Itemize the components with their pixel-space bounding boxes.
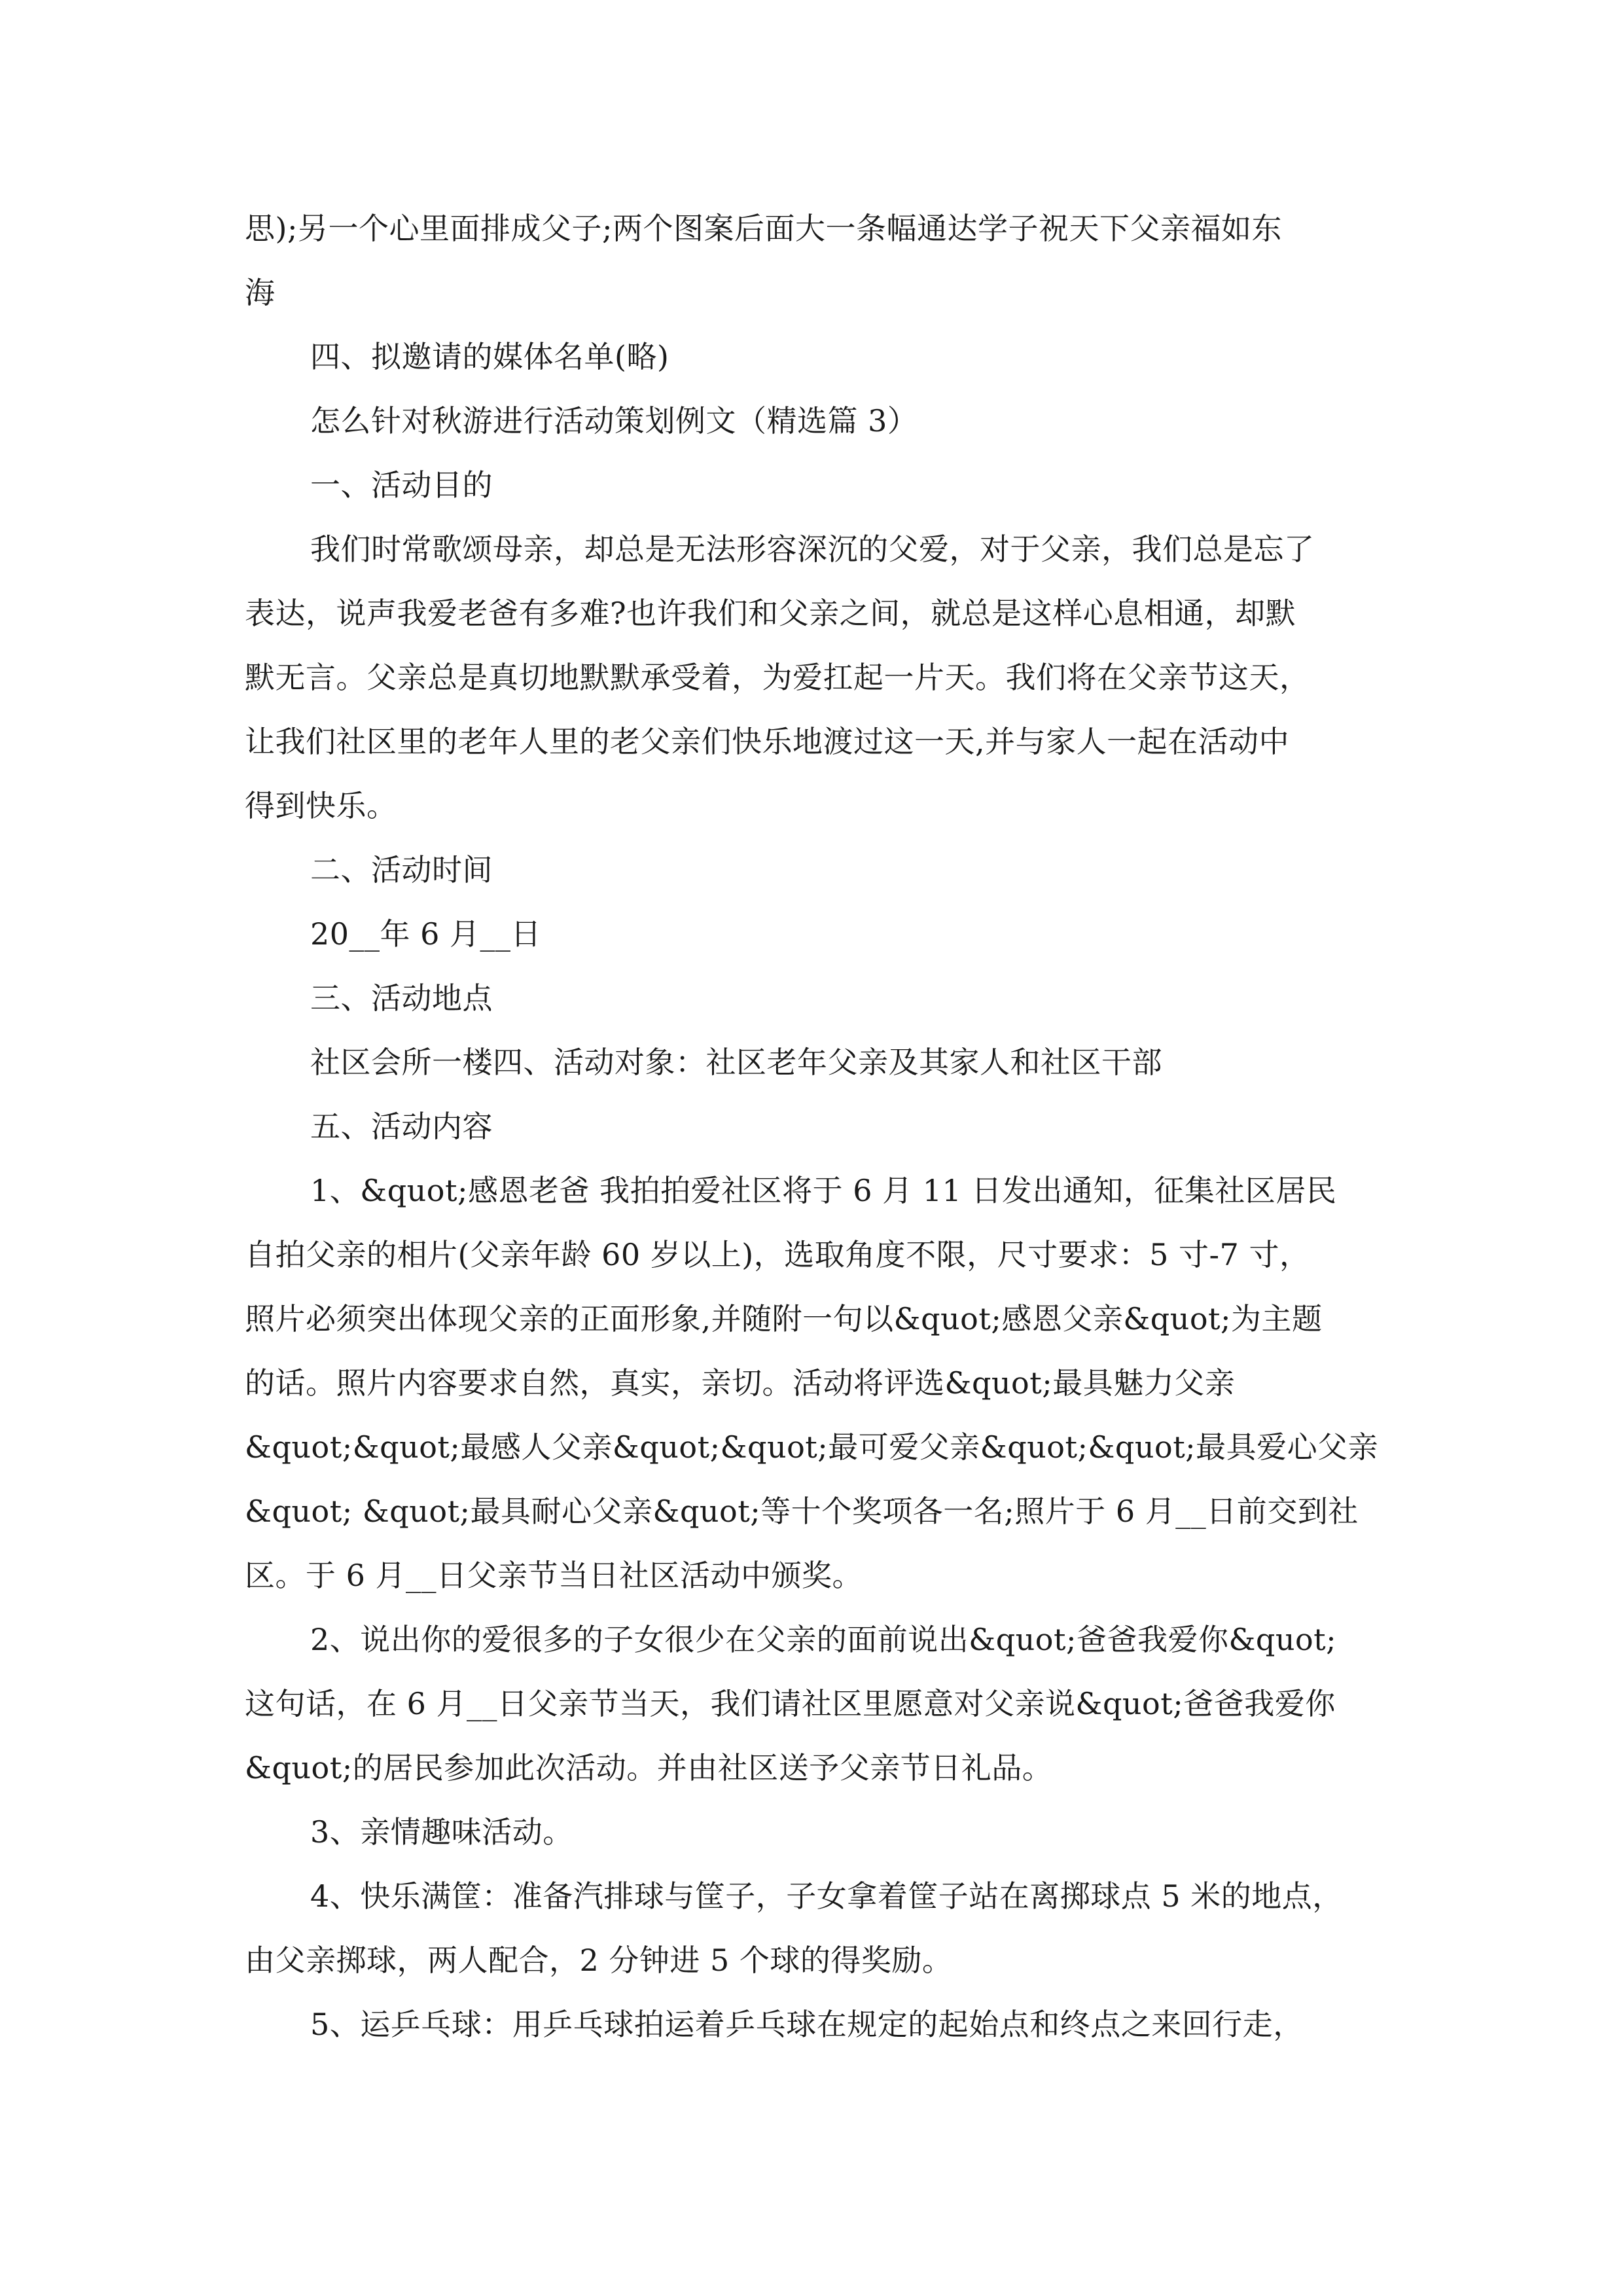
text-line: 这句话，在 6 月__日父亲节当天，我们请社区里愿意对父亲说&quot;爸爸我爱你 xyxy=(245,1686,1336,1721)
text-line: 四、拟邀请的媒体名单(略) xyxy=(310,339,669,374)
text-line: 海 xyxy=(245,275,276,310)
text-line: 我们时常歌颂母亲，却总是无法形容深沉的父爱，对于父亲，我们总是忘了 xyxy=(310,531,1315,567)
text-line: 3、亲情趣味活动。 xyxy=(310,1814,573,1850)
text-line: &quot;&quot;最感人父亲&quot;&quot;最可爱父亲&quot;&quot;最具爱心父亲 xyxy=(245,1429,1379,1465)
text-line: 自拍父亲的相片(父亲年龄 60 岁以上)，选取角度不限，尺寸要求：5 寸-7 寸， xyxy=(245,1237,1310,1272)
text-line: &quot;的居民参加此次活动。并由社区送予父亲节日礼品。 xyxy=(245,1750,1053,1785)
text-line: 五、活动内容 xyxy=(310,1109,493,1144)
text-line: 由父亲掷球，两人配合，2 分钟进 5 个球的得奖励。 xyxy=(245,1943,953,1978)
text-line: 1、&quot;感恩老爸 我拍拍爱社区将于 6 月 11 日发出通知，征集社区居民 xyxy=(310,1173,1337,1208)
text-line: 2、说出你的爱很多的子女很少在父亲的面前说出&quot;爸爸我爱你&quot; xyxy=(310,1622,1337,1657)
text-line: 20__年 6 月__日 xyxy=(310,916,542,952)
text-line: 的话。照片内容要求自然，真实，亲切。活动将评选&quot;最具魅力父亲 xyxy=(245,1365,1236,1401)
text-line: 默无言。父亲总是真切地默默承受着，为爱扛起一片天。我们将在父亲节这天， xyxy=(245,660,1310,695)
text-line: &quot; &quot;最具耐心父亲&quot;等十个奖项各一名;照片于 6 月__日前交到社 xyxy=(245,1494,1359,1529)
text-line: 得到快乐。 xyxy=(245,788,397,823)
text-line: 思);另一个心里面排成父子;两个图案后面大一条幅通达学子祝天下父亲福如东 xyxy=(245,211,1282,246)
text-line: 4、快乐满筐：准备汽排球与筐子，子女拿着筐子站在离掷球点 5 米的地点， xyxy=(310,1878,1343,1914)
text-line: 三、活动地点 xyxy=(310,980,493,1016)
text-line: 区。于 6 月__日父亲节当日社区活动中颁奖。 xyxy=(245,1558,863,1593)
text-line: 二、活动时间 xyxy=(310,852,493,888)
text-line: 表达，说声我爱老爸有多难?也许我们和父亲之间，就总是这样心息相通，却默 xyxy=(245,596,1296,631)
document-body xyxy=(245,196,1383,2056)
text-line: 一、活动目的 xyxy=(310,467,493,503)
text-line: 5、运乒乓球：用乒乓球拍运着乒乓球在规定的起始点和终点之来回行走， xyxy=(310,2007,1304,2042)
text-line: 让我们社区里的老年人里的老父亲们快乐地渡过这一天,并与家人一起在活动中 xyxy=(245,724,1290,759)
text-line: 社区会所一楼四、活动对象：社区老年父亲及其家人和社区干部 xyxy=(310,1045,1162,1080)
text-line: 怎么针对秋游进行活动策划例文（精选篇 3） xyxy=(310,403,918,439)
text-line: 照片必须突出体现父亲的正面形象,并随附一句以&quot;感恩父亲&quot;为主题 xyxy=(245,1301,1323,1336)
